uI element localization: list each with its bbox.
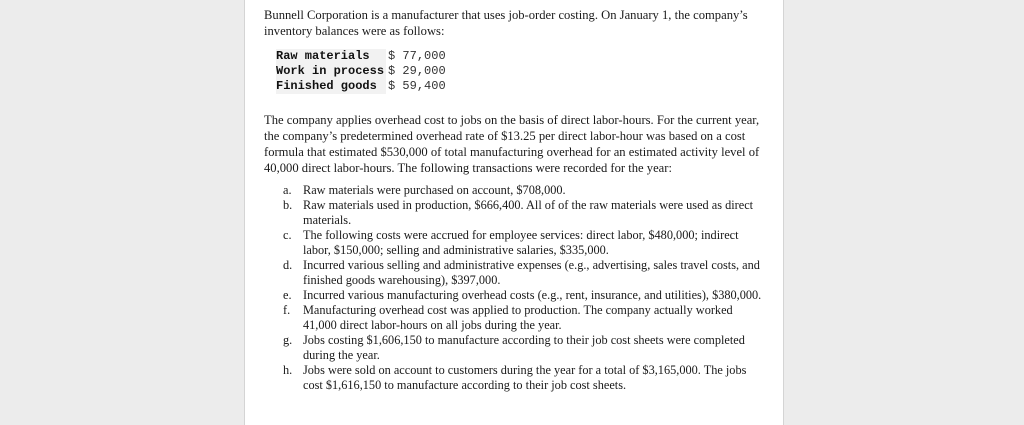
transaction-item-d: [283, 258, 763, 288]
transaction-marker: h.: [283, 363, 293, 377]
transaction-text: Jobs were sold on account to customers during the year for a total of $3,165,000. The jobs cost $1,616,150 to manufacture according to their job cost sheets.: [303, 363, 747, 392]
transaction-item-a: [283, 183, 763, 198]
balance-amount: $ 59,400: [388, 79, 446, 93]
transaction-text: Incurred various selling and administrative expenses (e.g., advertising, sales travel costs, and finished goods warehousing), $397,000.: [303, 258, 760, 287]
transaction-marker: e.: [283, 288, 292, 302]
transaction-marker: c.: [283, 228, 292, 242]
transaction-item-g: [283, 333, 763, 363]
transaction-text: Raw materials were purchased on account, $708,000.: [303, 183, 566, 197]
balance-label: Work in process: [276, 64, 385, 78]
transaction-marker: b.: [283, 198, 293, 212]
transaction-marker: a.: [283, 183, 292, 197]
transaction-item-e: [283, 288, 763, 303]
overhead-paragraph: The company applies overhead cost to jobs on the basis of direct labor-hours. For the current year, the company’s predetermined overhead rate of $13.25 per direct labor-hour was based on a cost formula that estimated $530,000 of total manufacturing overhead for an estimated activity level of 40,000 direct labor-hours. The following transactions were recorded for the year:: [264, 113, 760, 175]
transaction-marker: f.: [283, 303, 291, 317]
transaction-item-c: [283, 228, 763, 258]
transaction-marker: d.: [283, 258, 293, 272]
transaction-item-f: [283, 303, 763, 333]
transaction-marker: g.: [283, 333, 293, 347]
balance-amount: $ 29,000: [388, 64, 446, 78]
transaction-text: Manufacturing overhead cost was applied to production. The company actually worked 41,000 direct labor-hours on all jobs during the year.: [303, 303, 733, 332]
transaction-text: The following costs were accrued for employee services: direct labor, $480,000; indirect labor, $150,000; selling and administrative salaries, $335,000.: [303, 228, 739, 257]
inventory-balances-table: [276, 49, 446, 94]
transaction-item-h: [283, 363, 763, 393]
transactions-list: [283, 183, 763, 393]
balance-label: Raw materials: [276, 49, 386, 64]
transaction-item-b: [283, 198, 763, 228]
balance-label: Finished goods: [276, 79, 386, 94]
balance-amount: $ 77,000: [388, 49, 446, 63]
balance-row-finished-goods: [276, 79, 446, 94]
intro-paragraph: Bunnell Corporation is a manufacturer that uses job-order costing. On January 1, the company’s inventory balances were as follows:: [264, 8, 748, 38]
transaction-text: Jobs costing $1,606,150 to manufacture according to their job cost sheets were completed during the year.: [303, 333, 745, 362]
balance-row-raw-materials: [276, 49, 446, 64]
transaction-text: Incurred various manufacturing overhead costs (e.g., rent, insurance, and utilities), $380,000.: [303, 288, 762, 302]
transaction-text: Raw materials used in production, $666,400. All of of the raw materials were used as direct materials.: [303, 198, 754, 227]
balance-row-work-in-process: [276, 64, 446, 79]
document-page: [244, 0, 784, 425]
